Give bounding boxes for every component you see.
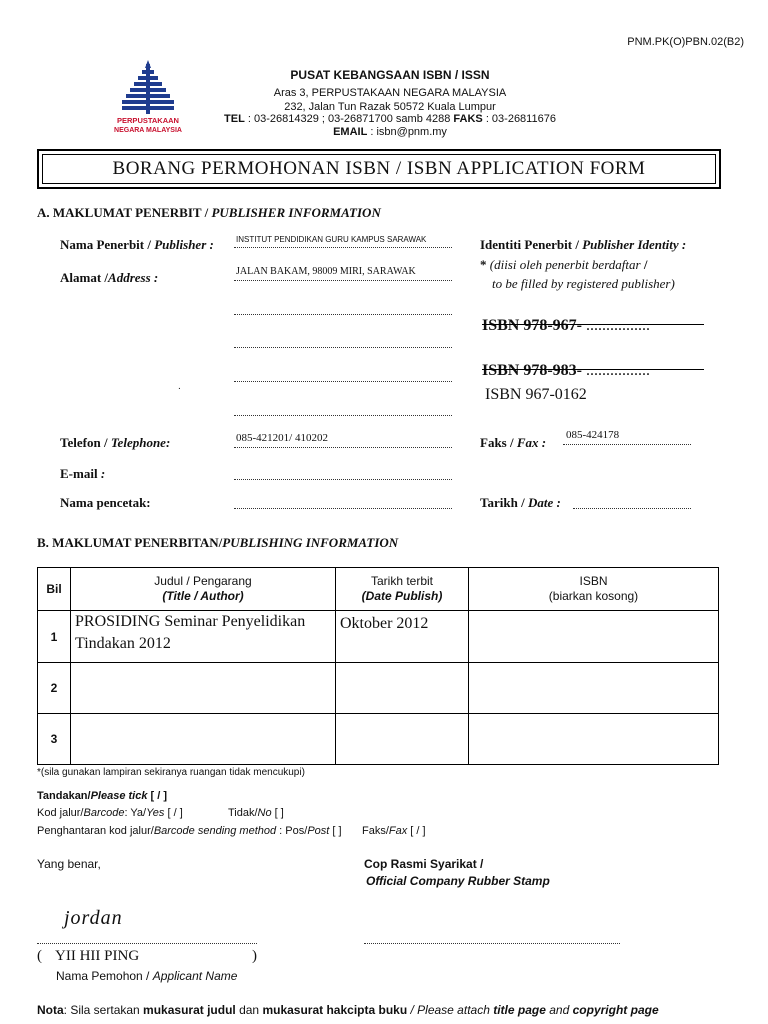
address-line-1 — [234, 280, 452, 281]
identity-note-slash: / — [643, 257, 648, 272]
table-header-row — [38, 568, 719, 611]
address-label-ms: Alamat / — [60, 270, 109, 285]
attachment-note — [37, 1003, 659, 1017]
phone-label-en: Telephone: — [110, 435, 171, 450]
delivery-label-ms: Penghantaran kod jalur/ — [37, 825, 154, 837]
applicant-name-close: ) — [252, 948, 257, 964]
applicant-name-label — [56, 969, 237, 983]
identity-label-ms: Identiti Penerbit / — [480, 237, 583, 252]
row-date — [336, 714, 469, 765]
publisher-field-line — [234, 246, 452, 248]
isbn-978-983-strike — [482, 369, 704, 370]
row-isbn — [469, 663, 719, 714]
address-label — [60, 270, 158, 286]
isbn-978-983-dots: ................ — [586, 362, 651, 379]
email-field-colon: : — [100, 466, 106, 481]
delivery-fax-en: Fax — [388, 825, 408, 837]
tel-value: : 03-26814329 ; 03-26871700 samb 4288 — [247, 113, 451, 125]
col-bil — [38, 568, 71, 611]
col-date — [336, 568, 469, 611]
form-title-box — [37, 149, 721, 189]
note-text-4: and — [545, 1003, 573, 1017]
row-title: PROSIDING Seminar Penyelidikan Tindakan 2012 — [71, 611, 336, 663]
barcode-yes-ms: : Ya/ — [124, 807, 147, 819]
barcode-label-ms: Kod jalur/ — [37, 807, 84, 819]
identity-label-en: Publisher Identity : — [582, 237, 687, 252]
tick-heading-ms: Tandakan/ — [37, 790, 91, 802]
isbn-978-983 — [482, 362, 650, 380]
row-title — [71, 714, 336, 765]
signature: jordan — [64, 907, 123, 929]
phone-field-line — [234, 447, 452, 448]
row-date — [336, 663, 469, 714]
barcode-yes-checkbox[interactable]: [ / ] — [164, 807, 183, 819]
logo-line1: PERPUSTAKAAN — [117, 116, 179, 125]
section-b-title — [37, 535, 398, 551]
delivery-fax-ms: Faks/ — [362, 825, 389, 837]
note-bold-3: title page — [493, 1003, 546, 1017]
fax-value: : 03-26811676 — [485, 113, 556, 125]
identity-note-2: to be filled by registered publisher) — [492, 276, 675, 291]
org-email-line — [200, 125, 580, 139]
address-line-3 — [234, 347, 452, 348]
row-isbn — [469, 714, 719, 765]
applicant-name-label-en: Applicant Name — [152, 969, 238, 983]
tel-label: TEL — [224, 113, 245, 125]
stamp-line — [364, 943, 620, 944]
org-address-2: 232, Jalan Tun Razak 50572 Kuala Lumpur — [284, 101, 496, 113]
barcode-no-en: No — [257, 807, 272, 819]
email-value: : isbn@pnm.my — [370, 126, 447, 138]
pnm-logo-icon — [108, 58, 188, 138]
delivery-fax-checkbox[interactable]: [ / ] — [407, 825, 426, 837]
barcode-label-en: Barcode — [83, 807, 125, 819]
row-isbn — [469, 611, 719, 663]
barcode-yes-en: Yes — [146, 807, 165, 819]
col-isbn-line1: ISBN — [579, 574, 608, 588]
section-b-title-en: PUBLISHING INFORMATION — [222, 535, 399, 550]
date-field-line — [573, 508, 691, 509]
isbn-978-967-prefix: ISBN 978-967- — [482, 317, 583, 334]
table-row — [38, 714, 719, 765]
delivery-post-checkbox[interactable]: [ ] — [329, 825, 342, 837]
identity-note-1-text: (diisi oleh penerbit berdaftar — [486, 257, 644, 272]
org-name: PUSAT KEBANGSAAN ISBN / ISSN — [290, 68, 490, 82]
applicant-name: YII HII PING — [55, 948, 140, 964]
fax-label: FAKS — [453, 113, 483, 125]
note-label: Nota — [37, 1003, 64, 1017]
table-footnote: *(sila gunakan lampiran sekiranya ruangan tidak mencukupi) — [37, 767, 305, 778]
isbn-978-983-prefix: ISBN 978-983- — [482, 362, 583, 379]
col-isbn-line2: (biarkan kosong) — [548, 589, 639, 603]
printer-label: Nama pencetak: — [60, 495, 151, 510]
barcode-no-ms: Tidak/ — [228, 807, 258, 819]
publisher-value: INSTITUT PENDIDIKAN GURU KAMPUS SARAWAK — [236, 235, 427, 244]
publication-table — [37, 567, 719, 765]
barcode-row — [37, 807, 183, 819]
stamp-label-ms: Cop Rasmi Syarikat / — [364, 857, 484, 871]
phone-label — [60, 435, 170, 451]
tick-heading — [37, 790, 167, 802]
applicant-name-open: ( — [37, 948, 42, 964]
note-bold-4: copyright page — [572, 1003, 659, 1017]
logo-line2: NEGARA MALAYSIA — [114, 127, 182, 134]
note-text-2: dan — [235, 1003, 263, 1017]
address-value: JALAN BAKAM, 98009 MIRI, SARAWAK — [236, 266, 416, 277]
note-bold-1: mukasurat judul — [143, 1003, 236, 1017]
identity-note-1 — [480, 257, 647, 273]
table-row — [38, 611, 719, 663]
note-text-1: : Sila sertakan — [63, 1003, 144, 1017]
delivery-fax — [362, 825, 426, 837]
tick-heading-box: [ / ] — [147, 790, 168, 802]
address-line-5 — [234, 415, 452, 416]
identity-label — [480, 237, 686, 253]
stamp-label-en: Official Company Rubber Stamp — [366, 874, 550, 888]
col-title-line1: Judul / Pengarang — [154, 574, 252, 588]
fax-field-line — [563, 444, 691, 445]
org-contact-line — [200, 112, 580, 126]
isbn-978-967-strike — [482, 324, 704, 325]
tick-heading-en: Please tick — [90, 790, 148, 802]
section-a-title — [37, 205, 381, 221]
delivery-row — [37, 825, 342, 837]
table-row — [38, 663, 719, 714]
email-label: EMAIL — [333, 126, 368, 138]
date-label-en: Date : — [527, 495, 561, 510]
isbn-978-967-dots: ................ — [586, 317, 651, 334]
date-label-ms: Tarikh / — [480, 495, 528, 510]
barcode-no — [228, 807, 284, 819]
col-title-line2: (Title / Author) — [162, 589, 244, 603]
section-a-title-en: PUBLISHER INFORMATION — [211, 205, 381, 220]
section-a-title-ms: A. MAKLUMAT PENERBIT / — [37, 205, 212, 220]
col-date-line2: (Date Publish) — [361, 589, 443, 603]
row-bil: 3 — [38, 714, 71, 765]
date-label — [480, 495, 561, 511]
section-b-title-ms: B. MAKLUMAT PENERBITAN/ — [37, 535, 223, 550]
form-title: BORANG PERMOHONAN ISBN / ISBN APPLICATION FORM — [42, 154, 716, 184]
col-bil-label: Bil — [46, 581, 62, 596]
publisher-label-en: Publisher : — [154, 237, 214, 252]
publisher-label — [60, 237, 214, 253]
isbn-assigned: ISBN 967-0162 — [485, 386, 587, 403]
barcode-no-checkbox[interactable]: [ ] — [271, 807, 284, 819]
form-code: PNM.PK(O)PBN.02(B2) — [627, 36, 744, 48]
yours-truly: Yang benar, — [37, 857, 101, 871]
fax-field-value: 085-424178 — [566, 429, 620, 441]
org-address-1: Aras 3, PERPUSTAKAAN NEGARA MALAYSIA — [273, 87, 507, 99]
address-line-2 — [234, 314, 452, 315]
printer-field-line — [234, 508, 452, 509]
fax-field-label — [480, 435, 546, 451]
applicant-name-label-ms: Nama Pemohon / — [56, 969, 153, 983]
row-bil: 2 — [38, 663, 71, 714]
address-line-4 — [234, 381, 452, 382]
delivery-post-ms: : Pos/ — [276, 825, 308, 837]
fax-field-label-en: Fax : — [516, 435, 547, 450]
publisher-label-ms: Nama Penerbit / — [60, 237, 155, 252]
col-isbn — [469, 568, 719, 611]
delivery-post-en: Post — [307, 825, 330, 837]
email-field-line — [234, 479, 452, 480]
row-title — [71, 663, 336, 714]
note-bold-2: mukasurat hakcipta buku — [262, 1003, 408, 1017]
note-text-3: / Please attach — [407, 1003, 494, 1017]
address-label-en: Address : — [108, 270, 159, 285]
isbn-978-967 — [482, 317, 650, 335]
identity-note-star: * — [480, 257, 487, 272]
phone-value: 085-421201/ 410202 — [236, 432, 328, 444]
col-date-line1: Tarikh terbit — [370, 574, 434, 588]
signature-line — [37, 943, 257, 944]
col-title — [71, 568, 336, 611]
fax-field-label-ms: Faks / — [480, 435, 517, 450]
email-field-label — [60, 466, 105, 482]
row-date: Oktober 2012 — [336, 611, 469, 663]
phone-label-ms: Telefon / — [60, 435, 111, 450]
stray-dot: . — [178, 381, 181, 392]
pnm-logo — [108, 58, 188, 138]
row-bil: 1 — [38, 611, 71, 663]
email-field-label-text: E-mail — [60, 466, 101, 481]
delivery-label-en: Barcode sending method — [153, 825, 277, 837]
